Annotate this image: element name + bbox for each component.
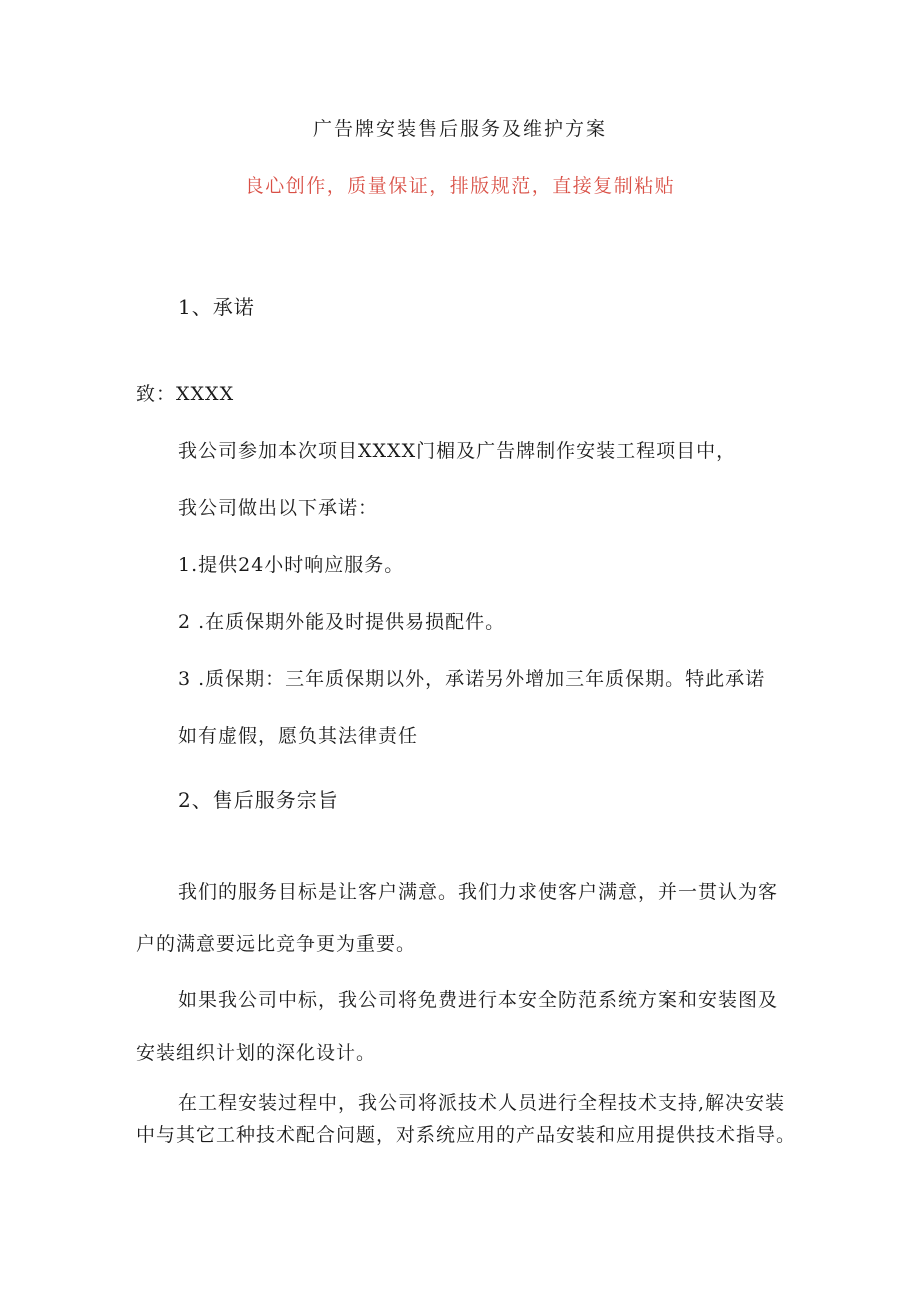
paragraph-3-line-1: 在工程安装过程中，我公司将派技术人员进行全程技术支持,解决安装 bbox=[178, 1092, 786, 1114]
intro-paragraph: 我公司参加本次项目XXXX门楣及广告牌制作安装工程项目中， bbox=[178, 440, 737, 462]
paragraph-3-line-2: 中与其它工种技术配合问题，对系统应用的产品安装和应用提供技术指导。 bbox=[136, 1124, 797, 1146]
document-title: 广告牌安装售后服务及维护方案 bbox=[312, 118, 607, 140]
pledge-item-1: 1.提供24小时响应服务。 bbox=[178, 554, 405, 576]
pledge-closing: 如有虚假，愿负其法律责任 bbox=[178, 725, 419, 747]
pledge-lead: 我公司做出以下承诺： bbox=[178, 497, 379, 519]
paragraph-1-line-2: 户的满意要远比竞争更为重要。 bbox=[136, 933, 417, 955]
paragraph-1-line-1: 我们的服务目标是让客户满意。我们力求使客户满意，并一贯认为客 bbox=[178, 881, 779, 903]
document-subtitle: 良心创作，质量保证，排版规范，直接复制粘贴 bbox=[244, 175, 676, 197]
pledge-item-2: 2 .在质保期外能及时提供易损配件。 bbox=[178, 611, 506, 633]
paragraph-2-line-1: 如果我公司中标，我公司将免费进行本安全防范系统方案和安装图及 bbox=[178, 989, 779, 1011]
pledge-item-3: 3 .质保期：三年质保期以外，承诺另外增加三年质保期。特此承诺 bbox=[178, 668, 766, 690]
salutation: 致：XXXX bbox=[136, 383, 235, 405]
section2-heading: 2、售后服务宗旨 bbox=[178, 788, 339, 812]
paragraph-2-line-2: 安装组织计划的深化设计。 bbox=[136, 1042, 377, 1064]
section1-heading: 1、承诺 bbox=[178, 295, 255, 319]
